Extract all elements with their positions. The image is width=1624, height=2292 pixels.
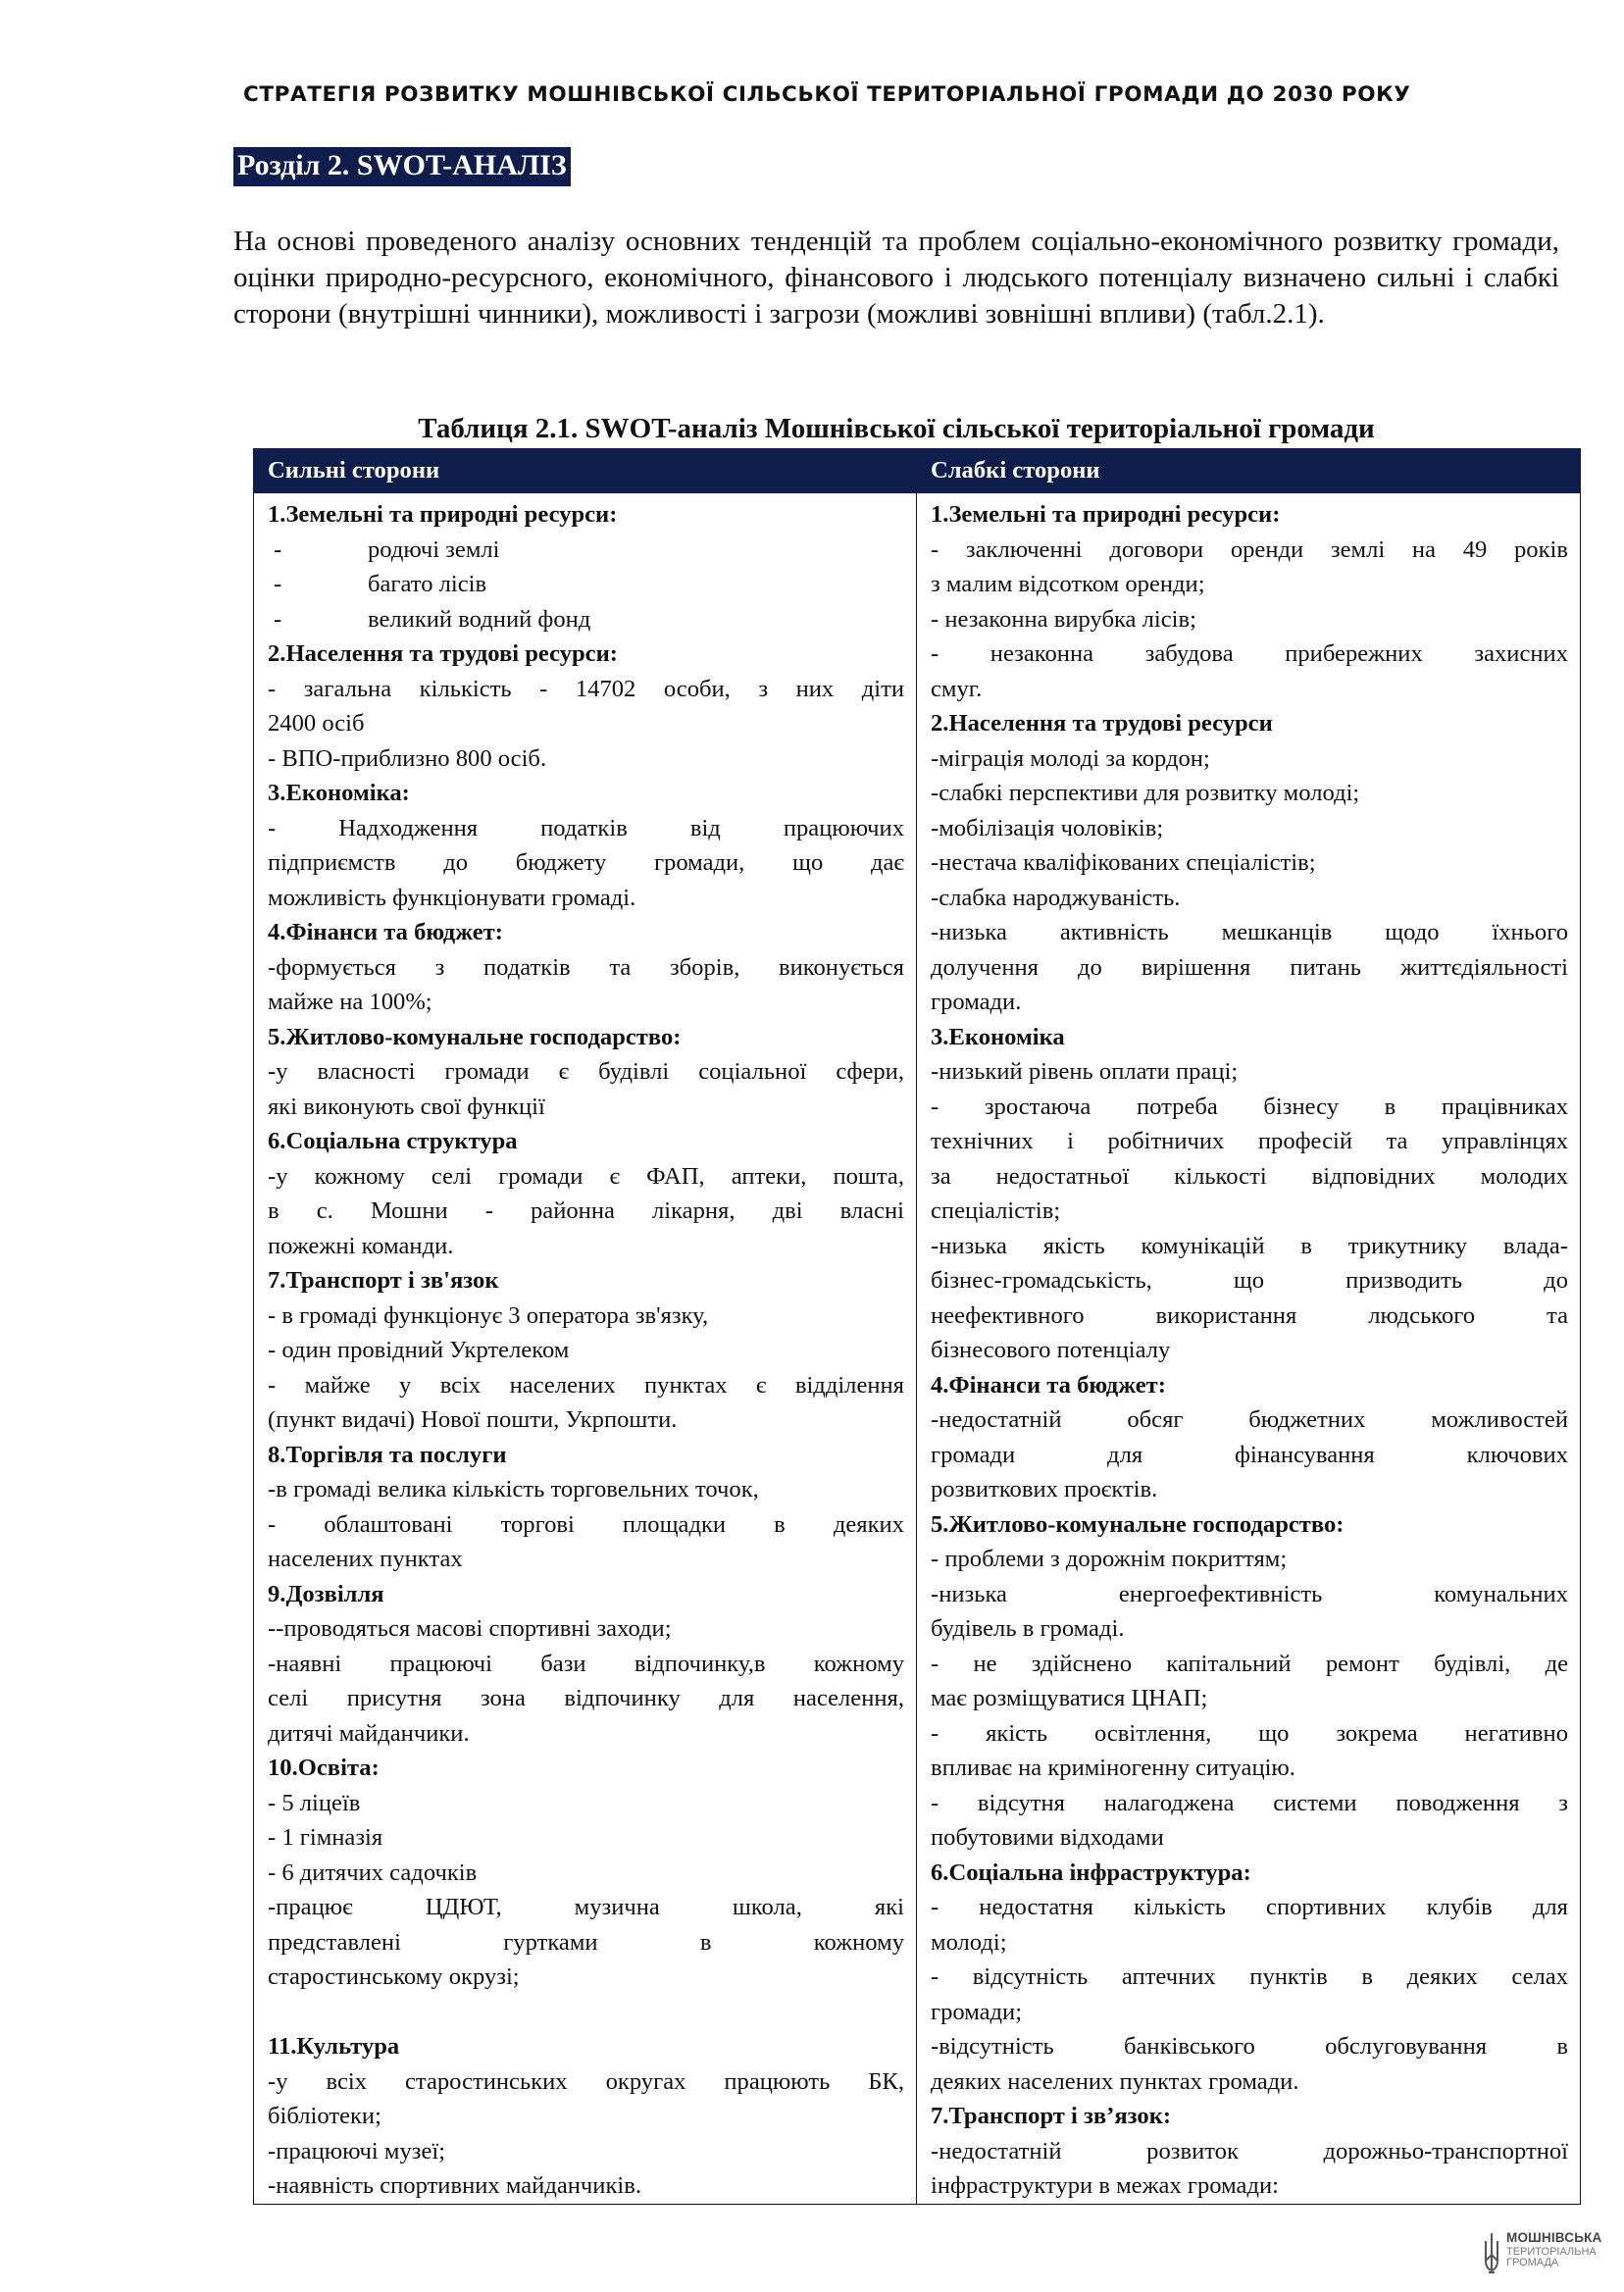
text-line: - не здійснено капітальний ремонт будівлі, де xyxy=(931,1650,1568,1677)
list-item: - багато лісів xyxy=(274,571,487,597)
strength-section-title: 2.Населення та трудові ресурси: xyxy=(268,640,618,667)
text-line: -у всіх старостинських округах працюють БК, xyxy=(268,2067,904,2095)
text-line: майже на 100%; xyxy=(268,989,432,1015)
text-line: -міграція молоді за кордон; xyxy=(931,744,1210,772)
text-line: -мобілізація чоловіків; xyxy=(931,814,1164,841)
text-line: долучення до вирішення питань життєдіяльності xyxy=(931,953,1568,981)
text-line: -у власності громади є будівлі соціальної сфери, xyxy=(268,1058,904,1085)
text-line: -наявні працюючі бази відпочинку,в кожному xyxy=(268,1650,904,1677)
text-line: - облаштовані торгові площадки в деяких xyxy=(268,1510,904,1538)
text-line: громади. xyxy=(931,989,1022,1015)
text-line: - заключенні договори оренди землі на 49 років xyxy=(931,535,1568,563)
text-line: в с. Мошни - районна лікарня, дві власні xyxy=(268,1197,904,1224)
section-title: Розділ 2. SWOT-АНАЛІЗ xyxy=(233,147,571,186)
text-line: - відсутня налагоджена системи поводження з xyxy=(931,1789,1568,1816)
text-line: -відсутність банківського обслуговування в xyxy=(931,2033,1568,2060)
weakness-section-title: 5.Житлово-комунальне господарство: xyxy=(931,1510,1345,1538)
text-line: можливість функціонувати громаді. xyxy=(268,884,636,911)
list-item: - великий водний фонд xyxy=(274,605,591,633)
text-line: бізнес-громадськість, що призводить до xyxy=(931,1267,1568,1294)
text-line: - відсутність аптечних пунктів в деяких селах xyxy=(931,1963,1568,1990)
text-line: деяких населених пунктах громади. xyxy=(931,2067,1299,2095)
strength-section-title: 7.Транспорт і зв'язок xyxy=(268,1267,499,1294)
text-line: -низька енергоефективність комунальних xyxy=(931,1580,1568,1607)
weakness-section-title: 2.Населення та трудові ресурси xyxy=(931,710,1273,737)
text-line: будівель в громаді. xyxy=(931,1615,1125,1642)
logo-subtitle: ТЕРИТОРІАЛЬНА ГРОМАДА xyxy=(1506,2246,1597,2268)
strength-section-title: 5.Житлово-комунальне господарство: xyxy=(268,1023,682,1050)
text-line: дитячі майданчики. xyxy=(268,1719,470,1747)
swot-table xyxy=(253,448,1581,2205)
text-line: 2400 осіб xyxy=(268,710,365,737)
text-line: громади для фінансування ключових xyxy=(931,1441,1568,1468)
spacer xyxy=(268,1995,904,2030)
text-line: побутовими відходами xyxy=(931,1824,1164,1851)
text-line: --проводяться масові спортивні заходи; xyxy=(268,1615,672,1642)
text-line: -недостатній обсяг бюджетних можливостей xyxy=(931,1406,1568,1433)
strength-section-title: 6.Соціальна структура xyxy=(268,1128,518,1154)
text-line: -працюючі музеї; xyxy=(268,2137,446,2165)
text-line: впливає на криміногенну ситуацію. xyxy=(931,1755,1295,1781)
strength-section-title: 8.Торгівля та послуги xyxy=(268,1441,507,1468)
weakness-section-title: 3.Економіка xyxy=(931,1023,1065,1050)
text-line: -слабка народжуваність. xyxy=(931,884,1181,911)
text-line: (пункт видачі) Нової пошти, Укрпошти. xyxy=(268,1406,678,1433)
weakness-section-title: 4.Фінанси та бюджет: xyxy=(931,1371,1166,1399)
trident-icon xyxy=(1483,2231,1500,2276)
text-line: -в громаді велика кількість торговельних точок, xyxy=(268,1476,759,1503)
strength-section-title: 3.Економіка: xyxy=(268,780,410,806)
strengths-header: Сильні сторони xyxy=(254,449,917,493)
text-line: з малим відсотком оренди; xyxy=(931,571,1205,597)
text-line: представлені гуртками в кожному xyxy=(268,1928,904,1956)
text-line: технічних і робітничих професій та управлінцях xyxy=(931,1128,1568,1154)
text-line: - 6 дитячих садочків xyxy=(268,1859,478,1886)
text-line: - незаконна вирубка лісів; xyxy=(931,605,1196,633)
strengths-cell xyxy=(254,493,917,2205)
table-header-row xyxy=(254,449,1581,493)
text-line: -нестача кваліфікованих спеціалістів; xyxy=(931,849,1316,876)
text-line: - якість освітлення, що зокрема негативно xyxy=(931,1719,1568,1747)
strength-section-title: 11.Культура xyxy=(268,2033,400,2060)
strength-section-title: 4.Фінанси та бюджет: xyxy=(268,919,503,945)
weaknesses-cell xyxy=(917,493,1581,2205)
text-line: - один провідний Укртелеком xyxy=(268,1337,570,1363)
text-line: - недостатня кількість спортивних клубів для xyxy=(931,1894,1568,1920)
strength-section-title: 9.Дозвілля xyxy=(268,1580,384,1607)
strength-section-title: 10.Освіта: xyxy=(268,1755,380,1781)
strength-section-title: 1.Земельні та природні ресурси: xyxy=(268,501,618,528)
list-item: - родючі землі xyxy=(274,535,500,563)
weakness-section-title: 7.Транспорт і зв’язок: xyxy=(931,2103,1172,2129)
text-line: - 5 ліцеїв xyxy=(268,1789,361,1816)
text-line: населених пунктах xyxy=(268,1546,463,1572)
text-line: підприємств до бюджету громади, що дає xyxy=(268,849,904,876)
text-line: -формується з податків та зборів, виконується xyxy=(268,953,904,981)
text-line: -у кожному селі громади є ФАП, аптеки, пошта, xyxy=(268,1162,904,1190)
table-row xyxy=(254,493,1581,2205)
text-line: - проблеми з дорожнім покриттям; xyxy=(931,1546,1288,1572)
text-line: - загальна кількість - 14702 особи, з них діти xyxy=(268,675,904,702)
logo-name: МОШНІВСЬКА xyxy=(1506,2230,1602,2245)
text-line: бізнесового потенціалу xyxy=(931,1337,1171,1363)
text-line: молоді; xyxy=(931,1928,1007,1956)
text-line: -низька активність мешканців щодо їхнього xyxy=(931,919,1568,945)
text-line: -слабкі перспективи для розвитку молоді; xyxy=(931,780,1360,806)
intro-paragraph: На основі проведеного аналізу основних тенденцій та проблем соціально-економічного розвитку громади, оцінки природно-ресурсного, економічного, фінансового і людського потенціалу визначено сильні і слабкі сторони (внутрішні чинники), можливості і загрози (можливі зовнішні впливи) (табл.2.1). xyxy=(233,226,1559,330)
text-line: - ВПО-приблизно 800 осіб. xyxy=(268,744,547,772)
community-logo xyxy=(1483,2227,1610,2282)
weakness-section-title: 6.Соціальна інфраструктура: xyxy=(931,1859,1251,1886)
text-line: розвиткових проєктів. xyxy=(931,1476,1158,1503)
text-line: громади; xyxy=(931,1998,1023,2025)
text-line: неефективного використання людського та xyxy=(931,1301,1568,1329)
text-line: пожежні команди. xyxy=(268,1232,454,1259)
text-line: старостинському окрузі; xyxy=(268,1963,520,1990)
text-line: - зростаюча потреба бізнесу в працівниках xyxy=(931,1093,1568,1120)
text-line: -наявність спортивних майданчиків. xyxy=(268,2172,641,2199)
text-line: -недостатній розвиток дорожньо-транспортної xyxy=(931,2137,1568,2165)
text-line: - майже у всіх населених пунктах є відділення xyxy=(268,1371,904,1399)
text-line: інфраструктури в межах громади: xyxy=(931,2172,1279,2199)
text-line: бібліотеки; xyxy=(268,2103,381,2129)
text-line: селі присутня зона відпочинку для населення, xyxy=(268,1685,904,1711)
table-caption: Таблиця 2.1. SWOT-аналіз Мошнівської сільської територіальної громади xyxy=(418,413,1375,444)
text-line: -низький рівень оплати праці; xyxy=(931,1058,1239,1085)
text-line: - незаконна забудова прибережних захисних xyxy=(931,640,1568,667)
text-line: за недостатньої кількості відповідних молодих xyxy=(931,1162,1568,1190)
text-line: -працює ЦДЮТ, музична школа, які xyxy=(268,1894,904,1920)
text-line: спеціалістів; xyxy=(931,1197,1061,1224)
weaknesses-header: Слабкі сторони xyxy=(917,449,1581,493)
text-line: які виконують свої функції xyxy=(268,1093,545,1120)
text-line: має розміщуватися ЦНАП; xyxy=(931,1685,1208,1711)
document-header: СТРАТЕГІЯ РОЗВИТКУ МОШНІВСЬКОЇ СІЛЬСЬКОЇ ТЕРИТОРІАЛЬНОЇ ГРОМАДИ ДО 2030 РОКУ xyxy=(243,82,1411,107)
weakness-section-title: 1.Земельні та природні ресурси: xyxy=(931,501,1281,528)
text-line: смуг. xyxy=(931,675,983,702)
text-line: - Надходження податків від працюючих xyxy=(268,814,904,841)
text-line: -низька якість комунікацій в трикутнику влада- xyxy=(931,1232,1568,1259)
text-line: - 1 гімназія xyxy=(268,1824,383,1851)
text-line: - в громаді функціонує 3 оператора зв'язку, xyxy=(268,1301,709,1329)
